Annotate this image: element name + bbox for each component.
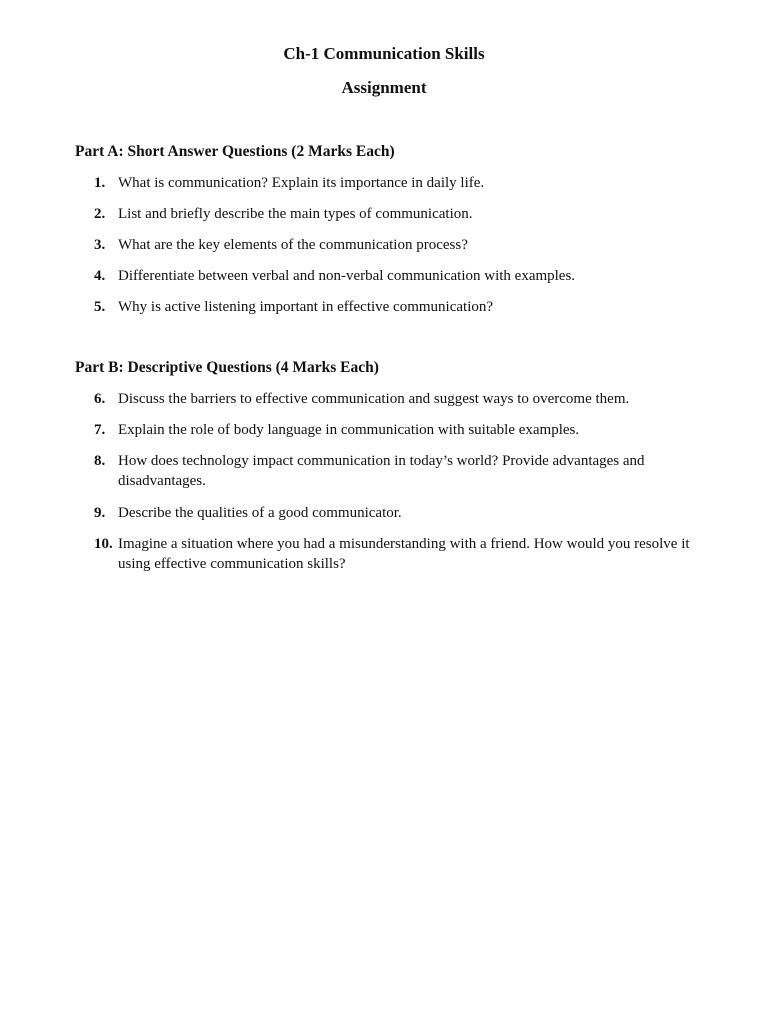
question-text: How does technology impact communication in today’s world? Provide advantages and disadvantages.: [118, 453, 645, 489]
question-item: [94, 451, 704, 491]
question-number: 10.: [94, 536, 113, 552]
part-b-heading: Part B: Descriptive Questions (4 Marks Each): [75, 359, 379, 376]
question-text: Discuss the barriers to effective communication and suggest ways to overcome them.: [118, 391, 630, 407]
question-text: Differentiate between verbal and non-verbal communication with examples.: [118, 268, 576, 284]
question-text: Explain the role of body language in communication with suitable examples.: [118, 422, 580, 438]
question-text: What is communication? Explain its importance in daily life.: [118, 175, 485, 191]
question-item: [94, 389, 704, 409]
question-number: 3.: [94, 237, 106, 253]
question-item: [94, 534, 704, 574]
question-text: What are the key elements of the communication process?: [118, 237, 468, 253]
document-subtitle: Assignment: [341, 78, 427, 97]
question-item: [94, 266, 704, 286]
question-item: [94, 235, 704, 255]
question-text: Imagine a situation where you had a misunderstanding with a friend. How would you resolve it using effective communication skills?: [118, 536, 690, 572]
question-text: List and briefly describe the main types of communication.: [118, 206, 473, 222]
question-number: 8.: [94, 453, 106, 469]
document-title: Ch-1 Communication Skills: [283, 44, 485, 63]
question-item: [94, 297, 704, 317]
question-text: Why is active listening important in effective communication?: [118, 299, 494, 315]
question-item: [94, 420, 704, 440]
question-number: 4.: [94, 268, 106, 284]
question-item: [94, 173, 704, 193]
question-text: Describe the qualities of a good communicator.: [118, 505, 402, 521]
question-number: 2.: [94, 206, 106, 222]
question-item: [94, 204, 704, 224]
question-number: 9.: [94, 505, 106, 521]
question-number: 5.: [94, 299, 106, 315]
question-number: 7.: [94, 422, 106, 438]
question-number: 6.: [94, 391, 106, 407]
question-item: [94, 503, 704, 523]
part-a-heading: Part A: Short Answer Questions (2 Marks Each): [75, 143, 395, 160]
question-number: 1.: [94, 175, 106, 191]
